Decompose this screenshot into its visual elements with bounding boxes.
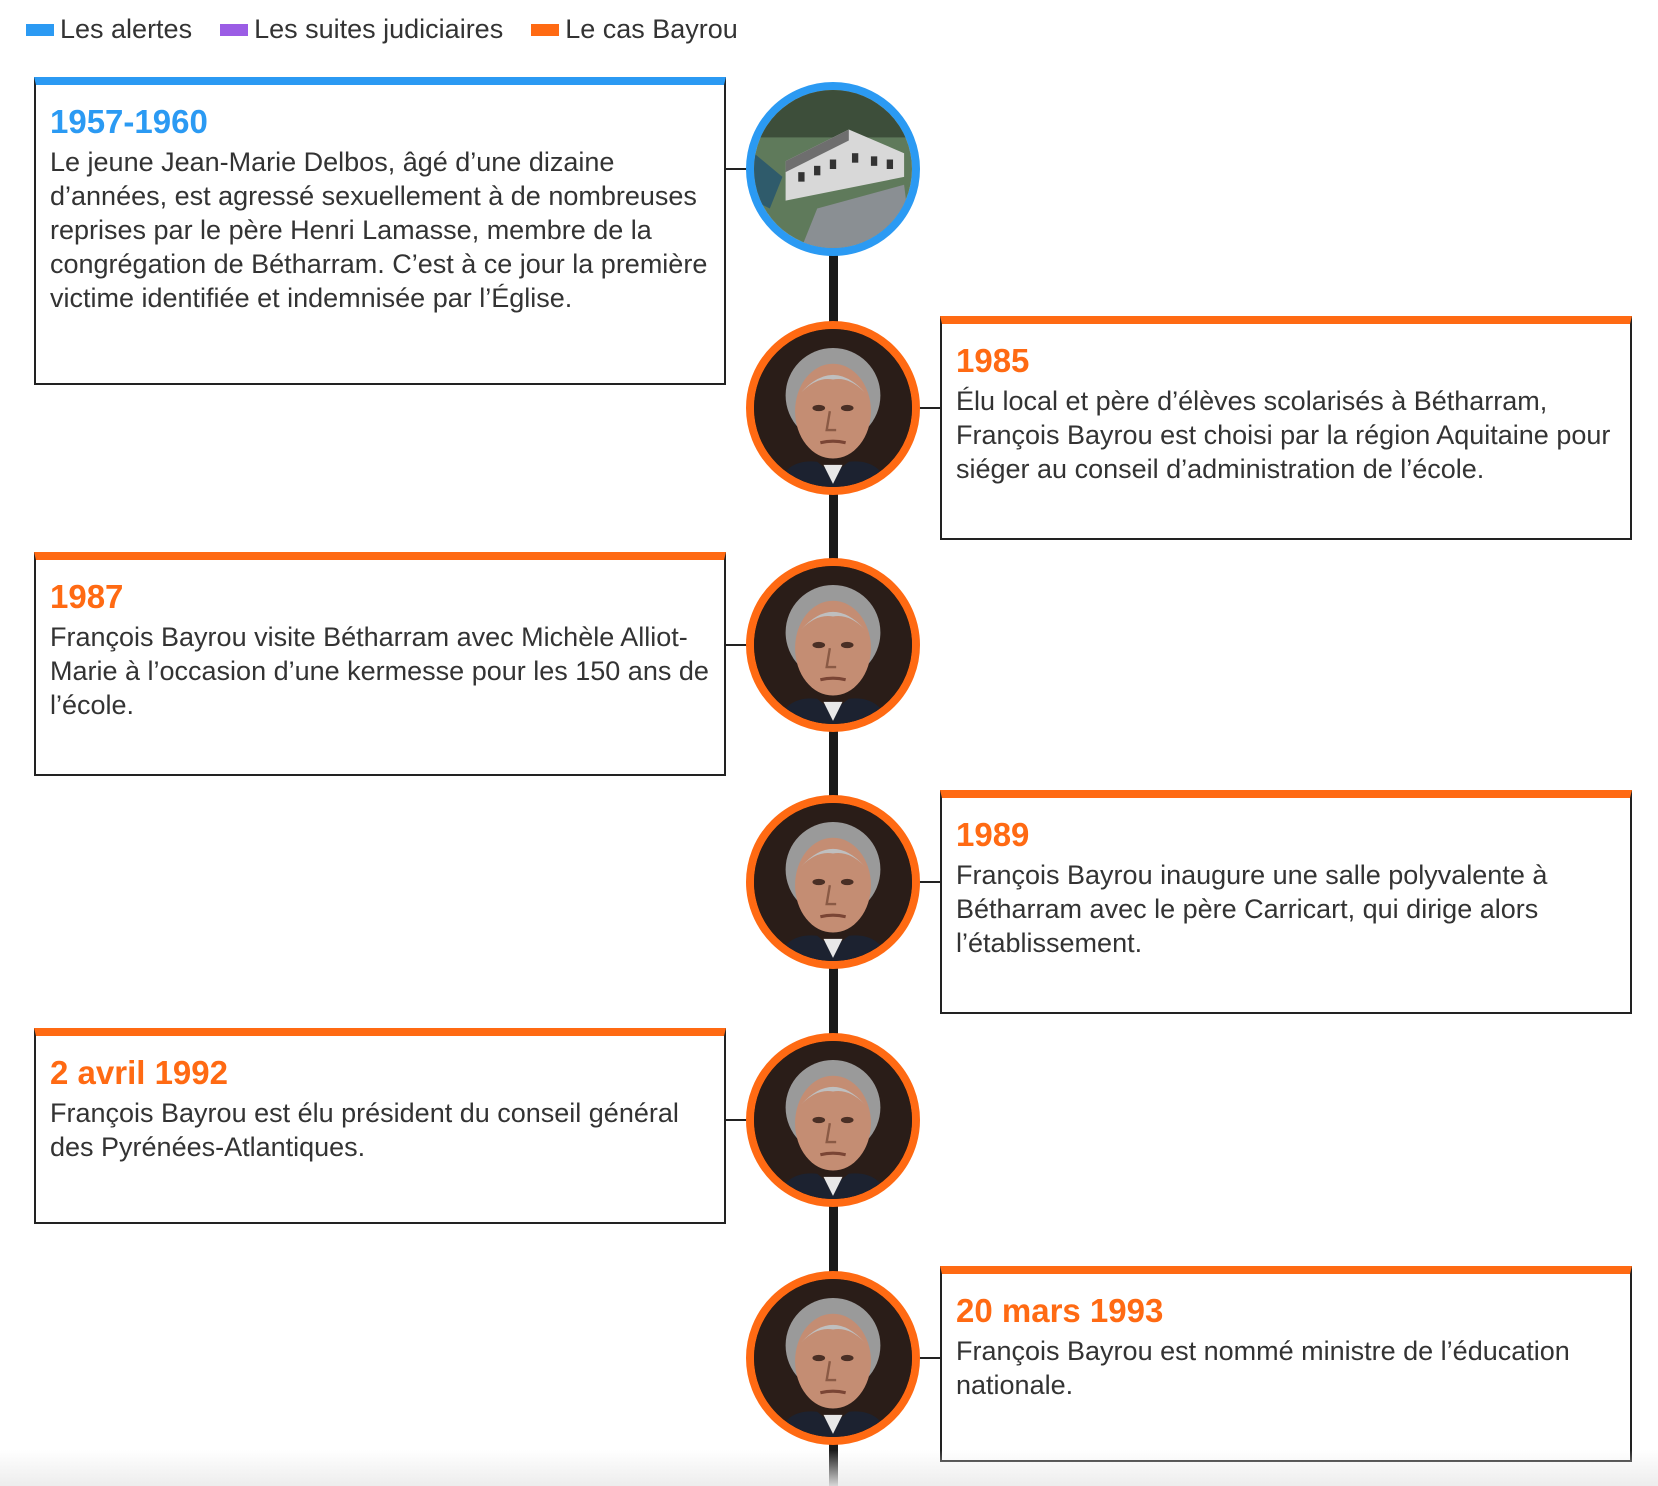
- event-text: François Bayrou est nommé ministre de l’éducation nationale.: [956, 1336, 1570, 1400]
- legend-swatch-cas-bayrou: [531, 24, 559, 36]
- bayrou-portrait-icon[interactable]: [746, 795, 920, 969]
- event-card-1985: [940, 316, 1632, 540]
- legend-label-cas-bayrou: Le cas Bayrou: [565, 14, 738, 44]
- event-connector: [918, 407, 942, 409]
- legend: [26, 14, 766, 45]
- legend-label-alertes: Les alertes: [60, 14, 193, 44]
- legend-item-alertes[interactable]: [26, 14, 192, 45]
- legend-swatch-alertes: [26, 24, 54, 36]
- event-date: 20 mars 1993: [956, 1292, 1164, 1329]
- event-card-1989: [940, 790, 1632, 1014]
- event-card-1957-1960: [34, 77, 726, 385]
- event-text: François Bayrou est élu président du conseil général des Pyrénées-Atlantiques.: [50, 1098, 679, 1162]
- bayrou-portrait-icon[interactable]: [746, 1033, 920, 1207]
- event-date: 2 avril 1992: [50, 1054, 228, 1091]
- event-date: 1989: [956, 816, 1030, 853]
- legend-item-suites-judiciaires[interactable]: [220, 14, 503, 45]
- legend-swatch-suites-judiciaires: [220, 24, 248, 36]
- event-date: 1987: [50, 578, 124, 615]
- event-date: 1985: [956, 342, 1030, 379]
- event-card-1992: [34, 1028, 726, 1224]
- event-text: Le jeune Jean-Marie Delbos, âgé d’une dizaine d’années, est agressé sexuellement à de nombreuses reprises par le père Henri Lamasse, membre de la congrégation de Bétharram. C’est à ce jour la première victime identifiée et indemnisée par l’Église.: [50, 147, 708, 313]
- legend-label-suites-judiciaires: Les suites judiciaires: [254, 14, 504, 44]
- event-connector: [918, 1357, 942, 1359]
- event-date: 1957-1960: [50, 103, 208, 140]
- event-card-1993: [940, 1266, 1632, 1462]
- bayrou-portrait-icon[interactable]: [746, 321, 920, 495]
- legend-item-cas-bayrou[interactable]: [531, 14, 738, 45]
- bottom-fade: [0, 1450, 1658, 1486]
- school-building-photo-icon[interactable]: [746, 82, 920, 256]
- event-connector: [918, 881, 942, 883]
- bayrou-portrait-icon[interactable]: [746, 558, 920, 732]
- event-text: François Bayrou visite Bétharram avec Michèle Alliot-Marie à l’occasion d’une kermesse pour les 150 ans de l’école.: [50, 622, 709, 720]
- event-text: Élu local et père d’élèves scolarisés à Bétharram, François Bayrou est choisi par la région Aquitaine pour siéger au conseil d’administration de l’école.: [956, 386, 1611, 484]
- bayrou-portrait-icon[interactable]: [746, 1271, 920, 1445]
- event-card-1987: [34, 552, 726, 776]
- event-text: François Bayrou inaugure une salle polyvalente à Bétharram avec le père Carricart, qui dirige alors l’établissement.: [956, 860, 1548, 958]
